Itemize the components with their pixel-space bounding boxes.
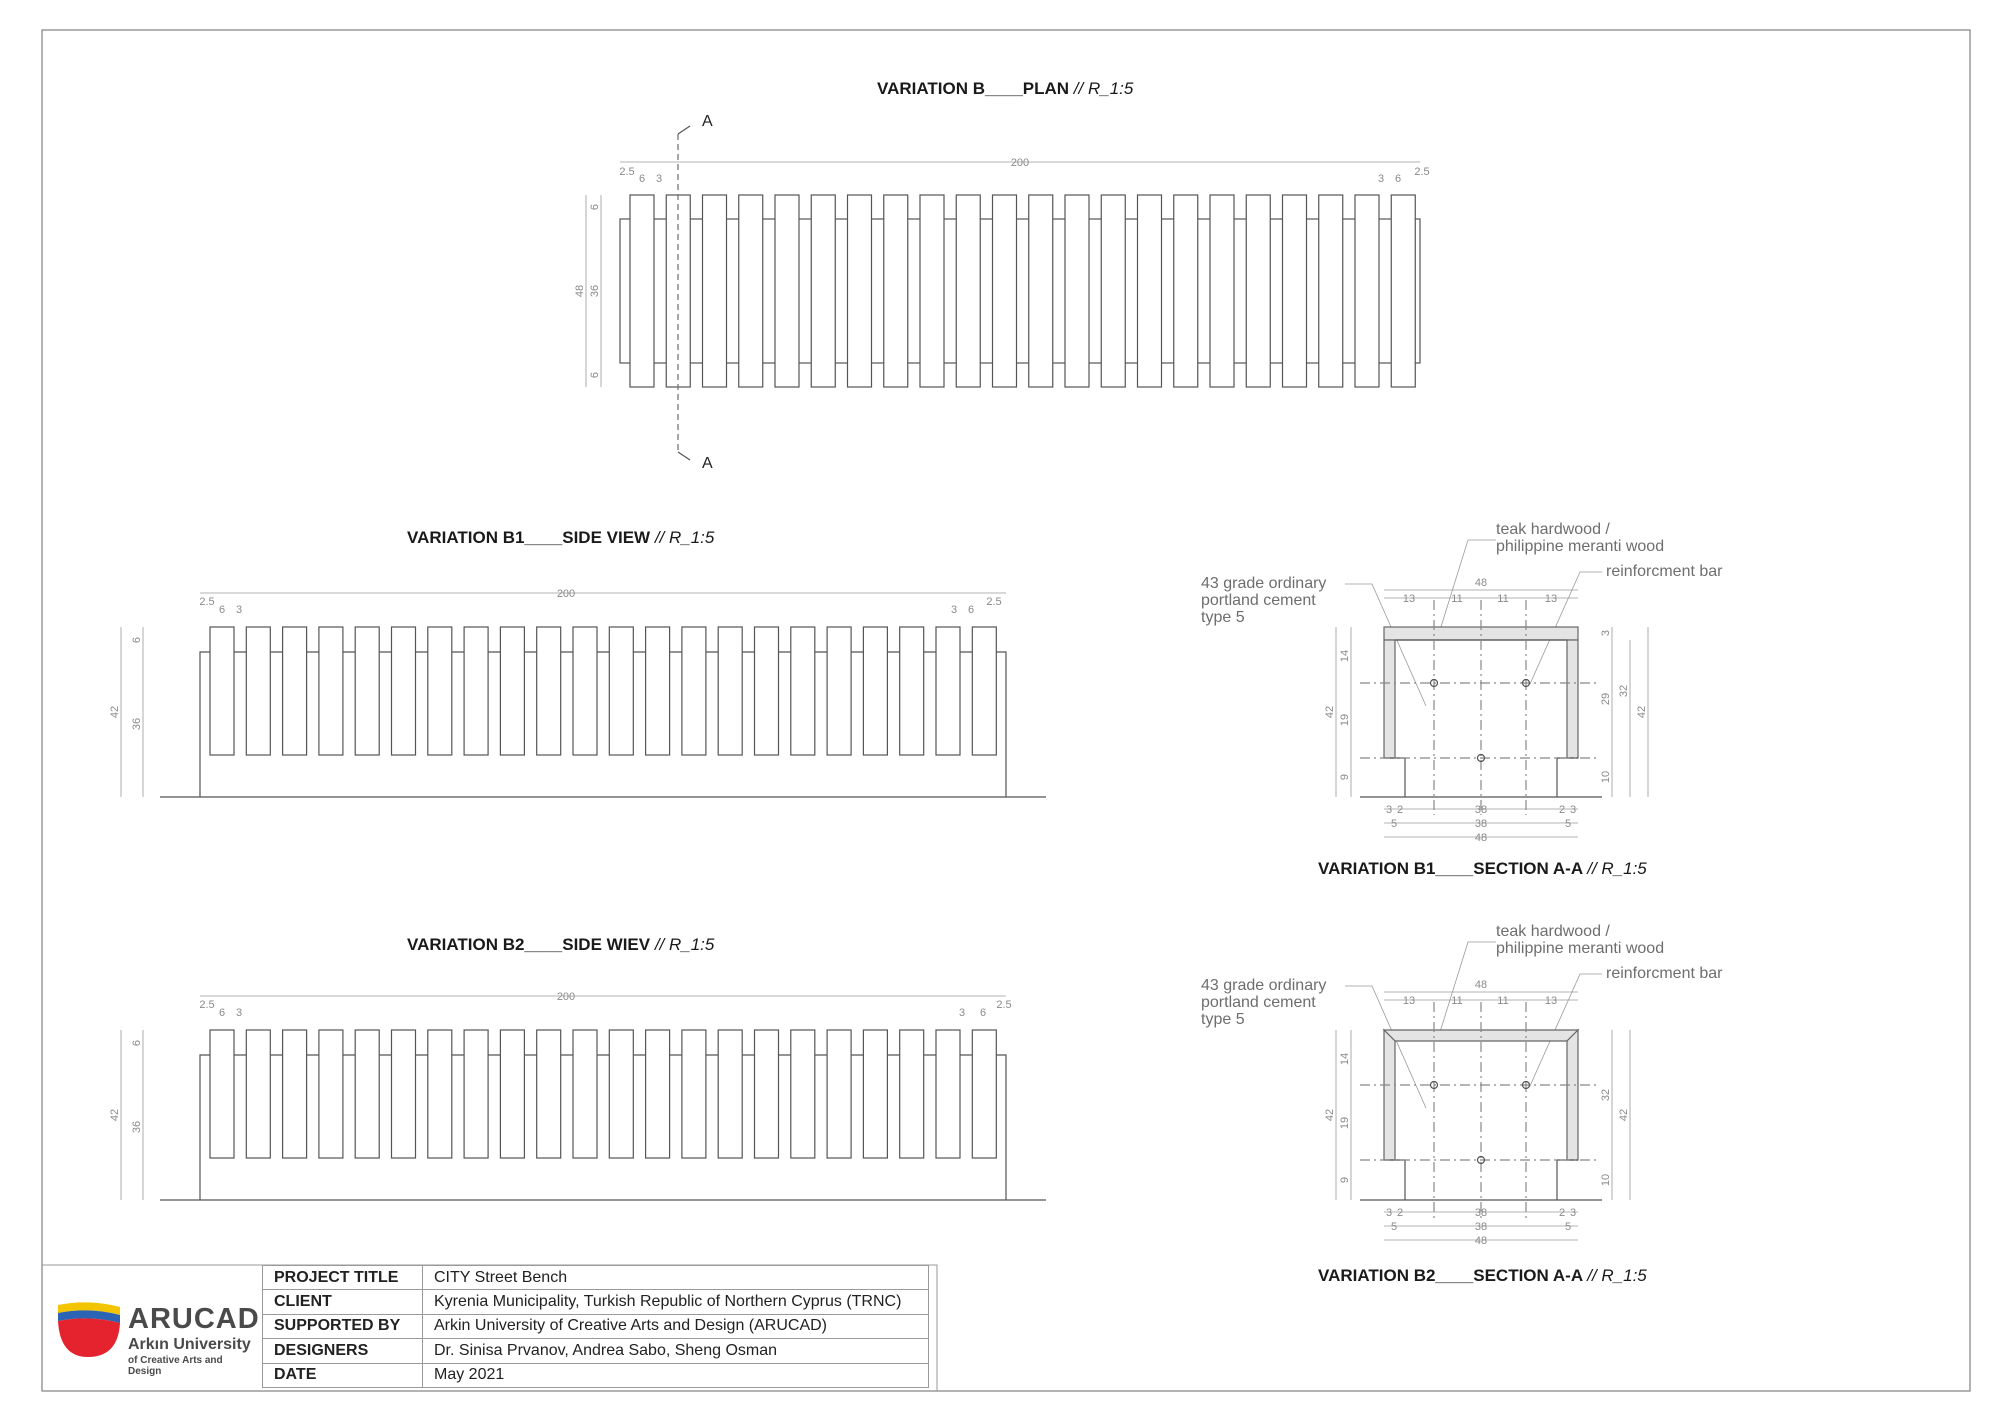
b2-sec-dim-r-total: 42 [1618, 1108, 1630, 1122]
b1-sec-dim-h-top: 14 [1339, 649, 1351, 663]
b2-section-title: VARIATION B2____SECTION A-A // R_1:5 [1318, 1266, 1647, 1285]
b2-slat [755, 1030, 779, 1158]
b1-sec-dim-r-mid: 29 [1600, 692, 1612, 706]
plan-dim-width: 48 [574, 284, 586, 298]
b1-sec-dim-b-tiny-left: 2 [1396, 804, 1404, 816]
b1-leg-right [1557, 758, 1578, 797]
b1-section-title: VARIATION B1____SECTION A-A // R_1:5 [1318, 859, 1647, 878]
b2-sec-dim-b-mid-2: 38 [1474, 1221, 1488, 1233]
b2-slats [210, 1030, 996, 1158]
b2-dim-slat-left: 6 [218, 1007, 226, 1019]
plan-slat [739, 195, 763, 387]
b1-dim-edge-right: 2.5 [986, 596, 1002, 608]
row-value: Arkin University of Creative Arts and Design (ARUCAD) [423, 1314, 929, 1338]
b2-slat [537, 1030, 561, 1158]
b2-dim-edge-right: 2.5 [996, 999, 1012, 1011]
b1-slat [682, 627, 706, 755]
logo-subtitle-1: Arkın University [128, 1336, 251, 1353]
b2-sec-dim-b-small-left: 3 [1385, 1207, 1393, 1219]
row-value: May 2021 [423, 1363, 929, 1387]
logo-name: ARUCAD [128, 1303, 260, 1335]
b2-slat [573, 1030, 597, 1158]
b2-dim-height: 42 [109, 1108, 121, 1122]
b1-sec-dim-b-side-left: 5 [1390, 818, 1398, 830]
plan-dim-gap-left: 3 [655, 173, 663, 185]
b1-slat [609, 627, 633, 755]
b1-dim-gap-left: 3 [235, 604, 243, 616]
b2-note-rebar: reinforcment bar [1606, 965, 1723, 982]
plan-slat [993, 195, 1017, 387]
b1-slat [900, 627, 924, 755]
b2-sec-dim-inner-right: 11 [1497, 995, 1509, 1007]
b1-slat [573, 627, 597, 755]
plan-slat [1174, 195, 1198, 387]
b2-slat [319, 1030, 343, 1158]
b2-note-cement-1: 43 grade ordinary [1201, 977, 1327, 994]
b1-wood-right [1567, 640, 1578, 758]
plan-title: VARIATION B____PLAN // R_1:5 [877, 79, 1134, 98]
title-block [42, 1265, 937, 1391]
b2-dim-body: 36 [131, 1120, 143, 1134]
plan-slat [1029, 195, 1053, 387]
plan-slat [1246, 195, 1270, 387]
b2-dim-gap-left: 3 [235, 1007, 243, 1019]
b2-sec-dim-b-side-right: 5 [1564, 1221, 1572, 1233]
b2-sec-dim-b-small-right: 3 [1569, 1207, 1577, 1219]
b1-dim-gap-right: 3 [950, 604, 958, 616]
section-arrow-bottom [678, 452, 690, 460]
b1-wood-left [1384, 640, 1395, 758]
plan-dim-gap-right: 3 [1377, 173, 1385, 185]
b2-slat [972, 1030, 996, 1158]
b1-leader-wood [1440, 540, 1496, 630]
b2-dim-slat-right: 6 [979, 1007, 987, 1019]
section-arrow-top [678, 126, 690, 134]
b1-note-cement-3: type 5 [1201, 609, 1245, 626]
b1-slat [283, 627, 307, 755]
b2-section-view [1201, 923, 1723, 1247]
plan-slat [811, 195, 835, 387]
plan-slat [920, 195, 944, 387]
b1-slat [355, 627, 379, 755]
b1-dim-height: 42 [109, 705, 121, 719]
title-row-supported [263, 1314, 929, 1338]
section-marker-top: A [702, 113, 713, 130]
b2-slat [283, 1030, 307, 1158]
b1-note-cement-1: 43 grade ordinary [1201, 575, 1327, 592]
b1-note-cement-2: portland cement [1201, 592, 1316, 609]
row-value: CITY Street Bench [423, 1266, 929, 1290]
b1-side-view [109, 588, 1046, 797]
b2-leg-right [1557, 1160, 1578, 1200]
b2-leader-wood [1440, 942, 1496, 1032]
b2-sec-dim-outer-right: 13 [1544, 995, 1558, 1007]
b2-slat [392, 1030, 416, 1158]
b1-dim-length: 200 [556, 588, 576, 600]
b1-dim-slat-right: 6 [967, 604, 975, 616]
row-value: Kyrenia Municipality, Turkish Republic of Northern Cyprus (TRNC) [423, 1290, 929, 1314]
logo-band-red [58, 1318, 120, 1357]
b2-sec-dim-r-bottom: 10 [1600, 1173, 1612, 1187]
b1-dim-edge-left: 2.5 [199, 596, 215, 608]
b1-sec-dim-outer-left: 13 [1402, 593, 1416, 605]
b1-sec-dim-height: 42 [1324, 705, 1336, 719]
b1-slat [464, 627, 488, 755]
b1-dim-body: 36 [131, 717, 143, 731]
plan-slat [630, 195, 654, 387]
b1-side-title: VARIATION B1____SIDE VIEW // R_1:5 [407, 528, 715, 547]
b2-sec-dim-r-body: 32 [1600, 1088, 1612, 1102]
plan-slat [1283, 195, 1307, 387]
plan-slat [956, 195, 980, 387]
b1-note-wood-2: philippine meranti wood [1496, 538, 1665, 555]
b1-slats [210, 627, 996, 755]
b1-slat [755, 627, 779, 755]
b2-wood-left [1384, 1030, 1395, 1160]
b2-note-wood-1: teak hardwood / [1496, 923, 1610, 940]
b2-slat [791, 1030, 815, 1158]
plan-dim-edge-left: 2.5 [619, 166, 635, 178]
b1-note-rebar: reinforcment bar [1606, 563, 1723, 580]
b1-sec-dim-b-side-right: 5 [1564, 818, 1572, 830]
b1-slat [392, 627, 416, 755]
b2-wood-right [1567, 1030, 1578, 1160]
b2-slat [609, 1030, 633, 1158]
b1-sec-dim-b-small-left: 3 [1385, 804, 1393, 816]
b1-slat [863, 627, 887, 755]
b2-slat [355, 1030, 379, 1158]
b1-dim-slat-left: 6 [218, 604, 226, 616]
b2-slat [682, 1030, 706, 1158]
b2-sec-dim-b-side-left: 5 [1390, 1221, 1398, 1233]
row-key: CLIENT [263, 1290, 423, 1314]
b1-sec-dim-h-bottom: 9 [1339, 773, 1351, 781]
b1-sec-dim-r-body: 32 [1618, 684, 1630, 698]
b2-sec-dim-b-tiny-right: 2 [1558, 1207, 1566, 1219]
title-row-client [263, 1290, 929, 1314]
section-marker-bottom: A [702, 455, 713, 472]
b1-dim-slat: 6 [131, 636, 143, 644]
b2-sec-dim-h-top: 14 [1339, 1052, 1351, 1066]
b2-slat [936, 1030, 960, 1158]
row-key: PROJECT TITLE [263, 1266, 423, 1290]
b1-slat [972, 627, 996, 755]
b2-note-cement-3: type 5 [1201, 1011, 1245, 1028]
b2-slat [827, 1030, 851, 1158]
b1-slat [246, 627, 270, 755]
plan-slat [775, 195, 799, 387]
b1-slat [936, 627, 960, 755]
b2-leg-left [1384, 1160, 1405, 1200]
title-block-table [262, 1265, 929, 1388]
b2-dim-gap-right: 3 [958, 1007, 966, 1019]
plan-slat [1319, 195, 1343, 387]
plan-slat [884, 195, 908, 387]
plan-dim-slat-right: 6 [1394, 173, 1402, 185]
b1-note-wood-1: teak hardwood / [1496, 521, 1610, 538]
b1-sec-dim-inner-left: 11 [1451, 593, 1463, 605]
b1-sec-dim-b-total: 48 [1474, 832, 1488, 844]
b2-slat [900, 1030, 924, 1158]
title-row-date [263, 1363, 929, 1387]
b1-slat [646, 627, 670, 755]
b2-slat [246, 1030, 270, 1158]
b2-sec-dim-b-tiny-left: 2 [1396, 1207, 1404, 1219]
row-key: SUPPORTED BY [263, 1314, 423, 1338]
plan-slats [630, 195, 1415, 387]
plan-view [574, 113, 1430, 472]
b1-sec-dim-b-mid-2: 38 [1474, 818, 1488, 830]
b1-slat [500, 627, 524, 755]
plan-slat [1391, 195, 1415, 387]
plan-dim-bottom: 6 [589, 371, 601, 379]
row-key: DESIGNERS [263, 1339, 423, 1363]
plan-dim-slat-left: 6 [638, 173, 646, 185]
b1-sec-dim-outer-right: 13 [1544, 593, 1558, 605]
arucad-logo [54, 1301, 260, 1377]
arucad-logo-icon [54, 1301, 124, 1361]
b2-sec-dim-inner-left: 11 [1451, 995, 1463, 1007]
b1-sec-dim-b-mid-1: 38 [1474, 804, 1488, 816]
b1-sec-dim-width: 48 [1474, 577, 1488, 589]
b1-leg-left [1384, 758, 1405, 797]
b2-slat [428, 1030, 452, 1158]
b1-sec-dim-r-total: 42 [1636, 705, 1648, 719]
plan-slat [1065, 195, 1089, 387]
b2-slat [646, 1030, 670, 1158]
b2-sec-dim-h-bottom: 9 [1339, 1176, 1351, 1184]
b2-dim-slat: 6 [131, 1039, 143, 1047]
plan-slat [1101, 195, 1125, 387]
plan-dim-edge-right: 2.5 [1414, 166, 1430, 178]
plan-slat [848, 195, 872, 387]
b2-dim-length: 200 [556, 991, 576, 1003]
b2-side-title: VARIATION B2____SIDE WIEV // R_1:5 [407, 935, 715, 954]
b2-slat [464, 1030, 488, 1158]
title-row-project [263, 1266, 929, 1290]
plan-dim-length: 200 [1010, 157, 1030, 169]
b1-slat [428, 627, 452, 755]
plan-dim-top: 6 [589, 203, 601, 211]
title-row-designers [263, 1339, 929, 1363]
b1-sec-dim-b-small-right: 3 [1569, 804, 1577, 816]
b2-sec-dim-height: 42 [1324, 1108, 1336, 1122]
b2-slat [210, 1030, 234, 1158]
b2-side-view [109, 991, 1046, 1200]
row-value: Dr. Sinisa Prvanov, Andrea Sabo, Sheng Osman [423, 1339, 929, 1363]
b2-sec-dim-width: 48 [1474, 979, 1488, 991]
b2-slat [500, 1030, 524, 1158]
b2-dim-edge-left: 2.5 [199, 999, 215, 1011]
b1-sec-dim-r-top: 3 [1600, 629, 1612, 637]
b1-sec-dim-r-bottom: 10 [1600, 770, 1612, 784]
b1-slat [210, 627, 234, 755]
b2-note-cement-2: portland cement [1201, 994, 1316, 1011]
b2-slat [718, 1030, 742, 1158]
b1-slat [827, 627, 851, 755]
b1-section-view [1201, 521, 1723, 844]
plan-slat [1138, 195, 1162, 387]
b1-sec-dim-b-tiny-right: 2 [1558, 804, 1566, 816]
b1-sec-dim-inner-right: 11 [1497, 593, 1509, 605]
b1-slat [791, 627, 815, 755]
plan-slat [703, 195, 727, 387]
row-key: DATE [263, 1363, 423, 1387]
b1-slat [718, 627, 742, 755]
b2-slat [863, 1030, 887, 1158]
b1-slat [537, 627, 561, 755]
b1-slat [319, 627, 343, 755]
b2-note-wood-2: philippine meranti wood [1496, 940, 1665, 957]
b1-sec-dim-h-mid: 19 [1339, 713, 1351, 727]
b2-sec-dim-b-total: 48 [1474, 1235, 1488, 1247]
plan-dim-mid: 36 [589, 284, 601, 298]
plan-slat [1210, 195, 1234, 387]
logo-subtitle-2: of Creative Arts and Design [128, 1355, 223, 1377]
plan-slat [1355, 195, 1379, 387]
b2-sec-dim-h-mid: 19 [1339, 1116, 1351, 1130]
b2-sec-dim-outer-left: 13 [1402, 995, 1416, 1007]
b2-sec-dim-b-mid-1: 38 [1474, 1207, 1488, 1219]
